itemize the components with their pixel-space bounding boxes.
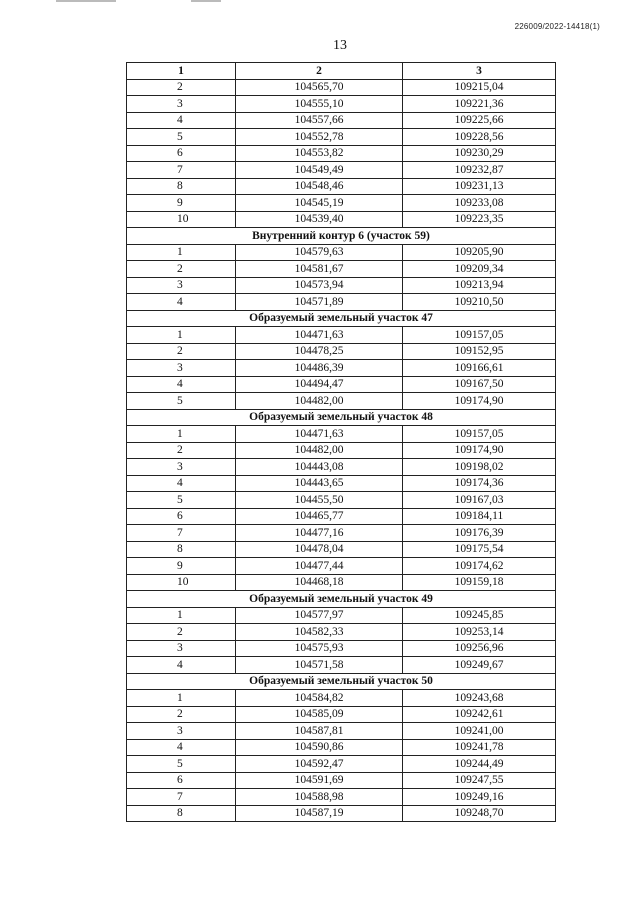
point-number-cell: 2 bbox=[127, 442, 236, 459]
point-number-cell: 1 bbox=[127, 426, 236, 443]
coordinate-y-cell: 109210,50 bbox=[403, 294, 556, 311]
table-row bbox=[127, 739, 556, 756]
coordinate-y-cell: 109241,00 bbox=[403, 723, 556, 740]
point-number-cell: 4 bbox=[127, 294, 236, 311]
coordinate-x-cell: 104553,82 bbox=[236, 145, 403, 162]
point-number-cell: 10 bbox=[127, 574, 236, 591]
page-number: 13 bbox=[333, 38, 347, 53]
coordinate-y-cell: 109245,85 bbox=[403, 607, 556, 624]
coordinate-y-cell: 109249,16 bbox=[403, 789, 556, 806]
point-number-cell: 2 bbox=[127, 624, 236, 641]
table-row bbox=[127, 343, 556, 360]
coordinate-x-cell: 104581,67 bbox=[236, 261, 403, 278]
coordinate-y-cell: 109215,04 bbox=[403, 79, 556, 96]
coordinate-y-cell: 109205,90 bbox=[403, 244, 556, 261]
coordinate-x-cell: 104471,63 bbox=[236, 426, 403, 443]
coordinate-x-cell: 104465,77 bbox=[236, 508, 403, 525]
coordinate-x-cell: 104494,47 bbox=[236, 376, 403, 393]
table-row bbox=[127, 772, 556, 789]
document-id: 226009/2022-14418(1) bbox=[514, 22, 600, 31]
table-row bbox=[127, 541, 556, 558]
coordinate-y-cell: 109244,49 bbox=[403, 756, 556, 773]
coordinate-x-cell: 104482,00 bbox=[236, 442, 403, 459]
coordinate-y-cell: 109232,87 bbox=[403, 162, 556, 179]
point-number-cell: 3 bbox=[127, 360, 236, 377]
coordinate-y-cell: 109213,94 bbox=[403, 277, 556, 294]
coordinate-y-cell: 109198,02 bbox=[403, 459, 556, 476]
coordinate-x-cell: 104549,49 bbox=[236, 162, 403, 179]
table-row bbox=[127, 756, 556, 773]
point-number-cell: 4 bbox=[127, 657, 236, 674]
point-number-cell: 10 bbox=[127, 211, 236, 228]
coordinate-y-cell: 109230,29 bbox=[403, 145, 556, 162]
coordinate-y-cell: 109174,62 bbox=[403, 558, 556, 575]
coordinate-x-cell: 104592,47 bbox=[236, 756, 403, 773]
coordinate-x-cell: 104477,16 bbox=[236, 525, 403, 542]
coordinate-x-cell: 104571,58 bbox=[236, 657, 403, 674]
coordinate-y-cell: 109167,50 bbox=[403, 376, 556, 393]
coordinate-y-cell: 109176,39 bbox=[403, 525, 556, 542]
coordinate-y-cell: 109174,90 bbox=[403, 393, 556, 410]
coordinate-x-cell: 104443,65 bbox=[236, 475, 403, 492]
coordinate-y-cell: 109247,55 bbox=[403, 772, 556, 789]
point-number-cell: 6 bbox=[127, 145, 236, 162]
table-row bbox=[127, 244, 556, 261]
table-body bbox=[127, 63, 556, 822]
section-header-row bbox=[127, 409, 556, 426]
point-number-cell: 2 bbox=[127, 261, 236, 278]
point-number-cell: 3 bbox=[127, 723, 236, 740]
point-number-cell: 4 bbox=[127, 739, 236, 756]
coordinate-x-cell: 104575,93 bbox=[236, 640, 403, 657]
table-row bbox=[127, 376, 556, 393]
coordinate-x-cell: 104539,40 bbox=[236, 211, 403, 228]
coordinate-y-cell: 109157,05 bbox=[403, 426, 556, 443]
point-number-cell: 2 bbox=[127, 79, 236, 96]
coordinate-x-cell: 104590,86 bbox=[236, 739, 403, 756]
point-number-cell: 5 bbox=[127, 492, 236, 509]
coordinate-x-cell: 104468,18 bbox=[236, 574, 403, 591]
table-row bbox=[127, 624, 556, 641]
coordinate-y-cell: 109157,05 bbox=[403, 327, 556, 344]
coordinate-y-cell: 109256,96 bbox=[403, 640, 556, 657]
table-row bbox=[127, 79, 556, 96]
point-number-cell: 2 bbox=[127, 343, 236, 360]
coordinate-y-cell: 109242,61 bbox=[403, 706, 556, 723]
table-row bbox=[127, 162, 556, 179]
table-row bbox=[127, 805, 556, 822]
coordinate-x-cell: 104482,00 bbox=[236, 393, 403, 410]
section-title: Внутренний контур 6 (участок 59) bbox=[127, 228, 556, 245]
table-row bbox=[127, 723, 556, 740]
point-number-cell: 4 bbox=[127, 112, 236, 129]
section-title: Образуемый земельный участок 49 bbox=[127, 591, 556, 608]
table-row bbox=[127, 657, 556, 674]
point-number-cell: 1 bbox=[127, 690, 236, 707]
column-header-2: 2 bbox=[236, 63, 403, 80]
table-row bbox=[127, 96, 556, 113]
table-row bbox=[127, 706, 556, 723]
table-row bbox=[127, 112, 556, 129]
coordinate-x-cell: 104573,94 bbox=[236, 277, 403, 294]
coordinate-y-cell: 109253,14 bbox=[403, 624, 556, 641]
section-title: Образуемый земельный участок 47 bbox=[127, 310, 556, 327]
coordinate-x-cell: 104548,46 bbox=[236, 178, 403, 195]
coordinate-y-cell: 109152,95 bbox=[403, 343, 556, 360]
table-row bbox=[127, 525, 556, 542]
coordinate-x-cell: 104486,39 bbox=[236, 360, 403, 377]
point-number-cell: 3 bbox=[127, 96, 236, 113]
coordinate-x-cell: 104471,63 bbox=[236, 327, 403, 344]
coordinate-y-cell: 109233,08 bbox=[403, 195, 556, 212]
coordinate-x-cell: 104478,04 bbox=[236, 541, 403, 558]
coordinate-x-cell: 104565,70 bbox=[236, 79, 403, 96]
coordinate-y-cell: 109241,78 bbox=[403, 739, 556, 756]
point-number-cell: 3 bbox=[127, 277, 236, 294]
point-number-cell: 1 bbox=[127, 327, 236, 344]
table-row bbox=[127, 211, 556, 228]
coordinate-y-cell: 109248,70 bbox=[403, 805, 556, 822]
coordinate-x-cell: 104477,44 bbox=[236, 558, 403, 575]
coordinate-x-cell: 104571,89 bbox=[236, 294, 403, 311]
coordinate-y-cell: 109249,67 bbox=[403, 657, 556, 674]
table-row bbox=[127, 459, 556, 476]
table-row bbox=[127, 294, 556, 311]
point-number-cell: 6 bbox=[127, 772, 236, 789]
scan-artifact bbox=[56, 0, 226, 4]
table-row bbox=[127, 574, 556, 591]
point-number-cell: 1 bbox=[127, 244, 236, 261]
coordinate-x-cell: 104555,10 bbox=[236, 96, 403, 113]
coordinate-y-cell: 109223,35 bbox=[403, 211, 556, 228]
coordinates-table bbox=[126, 62, 556, 822]
coordinate-x-cell: 104443,08 bbox=[236, 459, 403, 476]
point-number-cell: 5 bbox=[127, 393, 236, 410]
table-row bbox=[127, 607, 556, 624]
coordinate-y-cell: 109243,68 bbox=[403, 690, 556, 707]
table-row bbox=[127, 475, 556, 492]
point-number-cell: 5 bbox=[127, 129, 236, 146]
coordinate-y-cell: 109174,90 bbox=[403, 442, 556, 459]
section-header-row bbox=[127, 228, 556, 245]
coordinate-x-cell: 104584,82 bbox=[236, 690, 403, 707]
coordinate-y-cell: 109225,66 bbox=[403, 112, 556, 129]
coordinate-x-cell: 104582,33 bbox=[236, 624, 403, 641]
coordinate-x-cell: 104585,09 bbox=[236, 706, 403, 723]
coordinate-x-cell: 104577,97 bbox=[236, 607, 403, 624]
point-number-cell: 7 bbox=[127, 789, 236, 806]
table-row bbox=[127, 261, 556, 278]
point-number-cell: 8 bbox=[127, 805, 236, 822]
section-title: Образуемый земельный участок 50 bbox=[127, 673, 556, 690]
table-row bbox=[127, 789, 556, 806]
table-row bbox=[127, 426, 556, 443]
table-row bbox=[127, 277, 556, 294]
point-number-cell: 3 bbox=[127, 640, 236, 657]
table-row bbox=[127, 195, 556, 212]
coordinate-y-cell: 109167,03 bbox=[403, 492, 556, 509]
table-row bbox=[127, 690, 556, 707]
coordinate-x-cell: 104587,19 bbox=[236, 805, 403, 822]
coordinate-y-cell: 109184,11 bbox=[403, 508, 556, 525]
table-row bbox=[127, 178, 556, 195]
table-row bbox=[127, 129, 556, 146]
column-header-1: 1 bbox=[127, 63, 236, 80]
coordinate-x-cell: 104455,50 bbox=[236, 492, 403, 509]
coordinate-x-cell: 104478,25 bbox=[236, 343, 403, 360]
point-number-cell: 7 bbox=[127, 162, 236, 179]
table-row bbox=[127, 360, 556, 377]
point-number-cell: 8 bbox=[127, 178, 236, 195]
coordinate-y-cell: 109175,54 bbox=[403, 541, 556, 558]
table-row bbox=[127, 145, 556, 162]
coordinate-y-cell: 109174,36 bbox=[403, 475, 556, 492]
point-number-cell: 7 bbox=[127, 525, 236, 542]
point-number-cell: 8 bbox=[127, 541, 236, 558]
table-row bbox=[127, 327, 556, 344]
coordinate-y-cell: 109209,34 bbox=[403, 261, 556, 278]
table-header-row bbox=[127, 63, 556, 80]
table-row bbox=[127, 393, 556, 410]
coordinate-y-cell: 109231,13 bbox=[403, 178, 556, 195]
point-number-cell: 9 bbox=[127, 558, 236, 575]
coordinate-x-cell: 104545,19 bbox=[236, 195, 403, 212]
coordinate-x-cell: 104587,81 bbox=[236, 723, 403, 740]
point-number-cell: 1 bbox=[127, 607, 236, 624]
coordinate-y-cell: 109221,36 bbox=[403, 96, 556, 113]
section-title: Образуемый земельный участок 48 bbox=[127, 409, 556, 426]
point-number-cell: 3 bbox=[127, 459, 236, 476]
section-header-row bbox=[127, 591, 556, 608]
coordinate-y-cell: 109228,56 bbox=[403, 129, 556, 146]
section-header-row bbox=[127, 673, 556, 690]
point-number-cell: 4 bbox=[127, 475, 236, 492]
table-row bbox=[127, 442, 556, 459]
coordinate-x-cell: 104579,63 bbox=[236, 244, 403, 261]
table-row bbox=[127, 508, 556, 525]
point-number-cell: 5 bbox=[127, 756, 236, 773]
coordinate-x-cell: 104557,66 bbox=[236, 112, 403, 129]
coordinate-y-cell: 109159,18 bbox=[403, 574, 556, 591]
point-number-cell: 6 bbox=[127, 508, 236, 525]
point-number-cell: 9 bbox=[127, 195, 236, 212]
coordinate-x-cell: 104588,98 bbox=[236, 789, 403, 806]
coordinate-y-cell: 109166,61 bbox=[403, 360, 556, 377]
coordinate-x-cell: 104552,78 bbox=[236, 129, 403, 146]
point-number-cell: 4 bbox=[127, 376, 236, 393]
point-number-cell: 2 bbox=[127, 706, 236, 723]
table-row bbox=[127, 492, 556, 509]
coordinate-x-cell: 104591,69 bbox=[236, 772, 403, 789]
table-row bbox=[127, 640, 556, 657]
column-header-3: 3 bbox=[403, 63, 556, 80]
table-row bbox=[127, 558, 556, 575]
section-header-row bbox=[127, 310, 556, 327]
